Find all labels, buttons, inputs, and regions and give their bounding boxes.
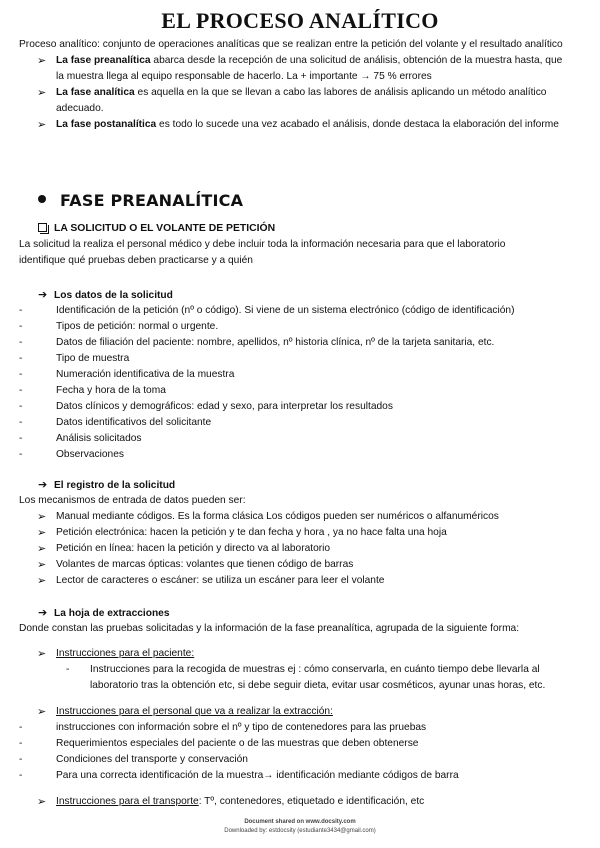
text-line: Instrucciones para el personal que va a realizar la extracción: (56, 706, 333, 717)
list-item: - Numeración identificativa de la muestra (19, 367, 579, 383)
intro-block (19, 37, 579, 133)
text-line: Datos clínicos y demográficos: edad y sexo, para interpretar los resultados (56, 401, 393, 412)
text-line: laboratorio tras la obtención etc, si debe seguir dieta, evitar usar cosméticos, ayunar unas horas, etc. (90, 680, 546, 691)
text-line: El registro de la solicitud (54, 480, 176, 491)
list-item: - Instrucciones para la recogida de muestras ej : cómo conservarla, en cuánto tiempo debe llevarla al laboratorio tras la obtención etc, si debe seguir dieta, evitar usar cosméticos, ayunar unas horas, etc. (19, 662, 579, 694)
text-line: identifique qué pruebas deben practicarse y a quién (19, 255, 253, 266)
list-item: - Fecha y hora de la toma (19, 383, 579, 399)
list-item: - Observaciones (19, 447, 579, 463)
list-item: - Tipo de muestra (19, 351, 579, 367)
text-line: Instrucciones para la recogida de muestras ej : cómo conservarla, en cuánto tiempo debe llevarla al (90, 664, 540, 675)
text-line: la muestra llega al equipo responsable de hacerlo. La + importante → 75 % errores (56, 71, 432, 82)
section-heading (38, 191, 243, 211)
text-line: La fase analítica (56, 87, 135, 98)
phase-item (19, 117, 579, 133)
text-line: Tipo de muestra (56, 353, 130, 364)
text-line: Downloaded by: estdocsity (estudiante3434@gmail.com) (224, 828, 376, 834)
footer (0, 818, 600, 836)
text-line: Volantes de marcas ópticas: volantes que tienen código de barras (56, 559, 354, 570)
arrow-bullet-icon: ➢ (37, 648, 47, 660)
list-item (19, 794, 579, 810)
text-line: Datos de filiación del paciente: nombre, apellidos, nº historia clínica, nº de la tarjeta sanitaria, etc. (56, 337, 495, 348)
text-line: Instrucciones para el paciente: (56, 648, 195, 659)
heading-datos-solicitud (38, 287, 173, 304)
list-item (19, 646, 579, 662)
text-line: Identificación de la petición (nº o código). Si viene de un sistema electrónico (código de identificación) (56, 305, 515, 316)
list-item: - Datos de filiación del paciente: nombre, apellidos, nº historia clínica, nº de la tarjeta sanitaria, etc. (19, 335, 579, 351)
list-item: - Tipos de petición: normal o urgente. (19, 319, 579, 335)
arrow-bullet-icon: ➢ (37, 119, 47, 131)
text-line: La fase postanalítica (56, 119, 157, 130)
arrow-bullet-icon: ➢ (37, 559, 47, 571)
list-item (19, 509, 579, 525)
arrow-bullet-icon: ➢ (37, 706, 47, 718)
text-line: Los datos de la solicitud (54, 290, 173, 301)
list-item: - Identificación de la petición (nº o código). Si viene de un sistema electrónico (código de identificación) (19, 303, 579, 319)
text-line: Análisis solicitados (56, 433, 142, 444)
list-item (19, 541, 579, 557)
text-line: es aquella en la que se llevan a cabo las labores de análisis aplicando un método analítico (134, 87, 547, 98)
text-line: Requerimientos especiales del paciente o de las muestras que deben obtenerse (56, 738, 419, 749)
text-line: instrucciones con información sobre el nº y tipo de contenedores para las pruebas (56, 722, 427, 733)
arrow-bullet-icon: ➢ (37, 796, 47, 808)
text-line: Fecha y hora de la toma (56, 385, 166, 396)
text-line: Tipos de petición: normal o urgente. (56, 321, 219, 332)
right-arrow-icon: ➔ (38, 479, 48, 491)
list-item: - Requerimientos especiales del paciente o de las muestras que deben obtenerse (19, 736, 579, 752)
page-title: EL PROCESO ANALÍTICO (161, 8, 439, 33)
right-arrow-icon: ➔ (38, 607, 48, 619)
text-line: Para una correcta identificación de la muestra→ identificación mediante códigos de barra (56, 770, 459, 781)
text-line: Document shared on www.docsity.com (244, 819, 356, 825)
registro-block (19, 493, 579, 589)
arrow-bullet-icon: ➢ (37, 55, 47, 67)
text-line: Manual mediante códigos. Es la forma clásica Los códigos pueden ser numéricos o alfanuméricos (56, 511, 499, 522)
datos-list (19, 303, 579, 463)
text-line: Instrucciones para el transporte (56, 796, 199, 807)
checkbox-bullet-icon (38, 223, 47, 232)
text-line: Lector de caracteres o escáner: se utiliza un escáner para leer el volante (56, 575, 385, 586)
heading-registro-solicitud (38, 477, 175, 494)
list-item (19, 525, 579, 541)
text-line: adecuado. (56, 103, 104, 114)
text-line: Petición en línea: hacen la petición y directo va al laboratorio (56, 543, 331, 554)
arrow-bullet-icon: ➢ (37, 511, 47, 523)
list-item: - Datos clínicos y demográficos: edad y sexo, para interpretar los resultados (19, 399, 579, 415)
text-line: La fase preanalítica (56, 55, 151, 66)
text-line: Donde constan las pruebas solicitadas y la información de la fase preanalítica, agrupada de la siguiente forma: (19, 623, 520, 634)
phase-item (19, 85, 579, 117)
intro-paragraph: Proceso analítico: conjunto de operaciones analíticas que se realizan entre la petición del volante y el resultado analítico (19, 39, 563, 50)
text-line: Los mecanismos de entrada de datos pueden ser: (19, 495, 246, 506)
list-item: - Para una correcta identificación de la muestra→ identificación mediante códigos de barra (19, 768, 579, 784)
arrow-bullet-icon: ➢ (37, 543, 47, 555)
list-item (19, 573, 579, 589)
text-line: Petición electrónica: hacen la petición y te dan fecha y hora , ya no hace falta una hoja (56, 527, 447, 538)
arrow-bullet-icon: ➢ (37, 87, 47, 99)
heading-hoja-extracciones (38, 605, 170, 622)
text-line: FASE PREANALÍTICA (60, 191, 244, 210)
arrow-bullet-icon: ➢ (37, 575, 47, 587)
text-line: Numeración identificativa de la muestra (56, 369, 235, 380)
list-item (19, 704, 579, 720)
text-line: abarca desde la recepción de una solicitud de análisis, obtención de la muestra hasta, que (150, 55, 563, 66)
text-line: La solicitud la realiza el personal médico y debe incluir toda la información necesaria para que el laboratorio (19, 239, 506, 250)
circle-bullet-icon (38, 195, 46, 203)
phase-item (19, 53, 579, 85)
text-line: es todo lo sucede una vez acabado el análisis, donde destaca la elaboración del informe (156, 119, 559, 130)
arrow-bullet-icon: ➢ (37, 527, 47, 539)
text-line: : Tº, contenedores, etiquetado e identificación, etc (198, 796, 425, 807)
solicitud-paragraph (19, 237, 579, 269)
list-item (19, 557, 579, 573)
hoja-block (19, 621, 579, 810)
text-line: Datos identificativos del solicitante (56, 417, 212, 428)
list-item: - Condiciones del transporte y conservación (19, 752, 579, 768)
subsection-heading-solicitud (38, 221, 275, 237)
text-line: LA SOLICITUD O EL VOLANTE DE PETICIÓN (54, 223, 276, 234)
text-line: Condiciones del transporte y conservación (56, 754, 248, 765)
list-item: - Datos identificativos del solicitante (19, 415, 579, 431)
list-item: - instrucciones con información sobre el nº y tipo de contenedores para las pruebas (19, 720, 579, 736)
text-line: Observaciones (56, 449, 124, 460)
text-line: La hoja de extracciones (54, 608, 170, 619)
list-item: - Análisis solicitados (19, 431, 579, 447)
right-arrow-icon: ➔ (38, 289, 48, 301)
